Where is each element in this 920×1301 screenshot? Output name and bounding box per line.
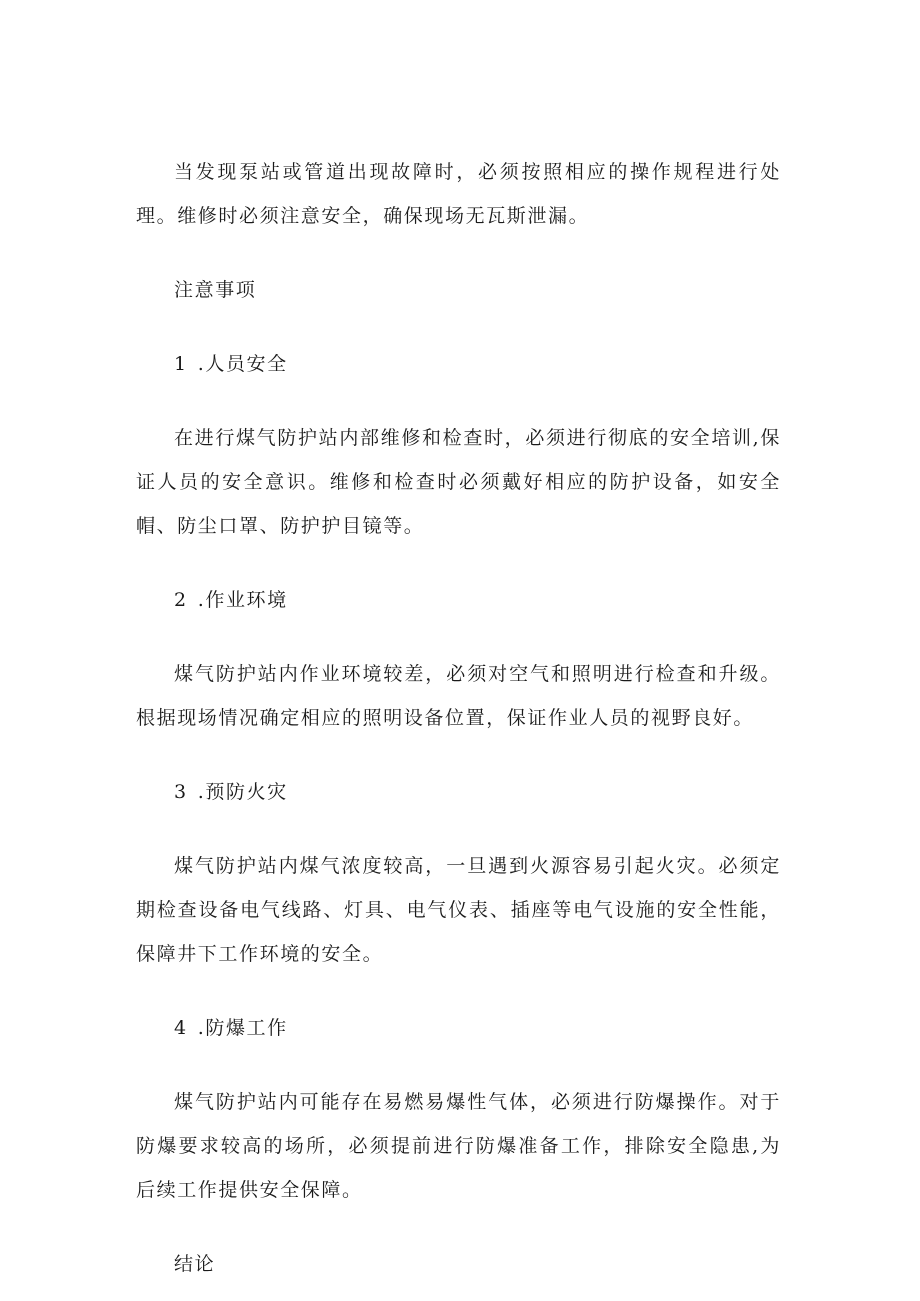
section-title: .人员安全: [197, 353, 288, 375]
section-number: 4: [174, 1017, 188, 1039]
section-number: 3: [174, 781, 188, 803]
section-number: 2: [174, 589, 188, 611]
section-1-body: 在进行煤气防护站内部维修和检查时，必须进行彻底的安全培训,保证人员的安全意识。维修和检查时必须戴好相应的防护设备，如安全帽、防尘口罩、防护护目镜等。: [136, 427, 781, 537]
section-number: 1: [174, 353, 188, 375]
section-3-heading: [136, 770, 781, 814]
section-title: .预防火灾: [197, 781, 288, 803]
intro-paragraph: 当发现泵站或管道出现故障时，必须按照相应的操作规程进行处理。维修时必须注意安全，确保现场无瓦斯泄漏。: [136, 161, 781, 227]
section-4-heading: [136, 1006, 781, 1050]
document-page: [136, 150, 781, 1286]
section-1-heading: [136, 342, 781, 386]
notes-heading: 注意事项: [174, 279, 257, 301]
section-2-body: 煤气防护站内作业环境较差，必须对空气和照明进行检查和升级。根据现场情况确定相应的照明设备位置，保证作业人员的视野良好。: [136, 663, 781, 729]
section-4-body: 煤气防护站内可能存在易燃易爆性气体，必须进行防爆操作。对于防爆要求较高的场所，必须提前进行防爆准备工作，排除安全隐患,为后续工作提供安全保障。: [136, 1091, 781, 1201]
section-3-body: 煤气防护站内煤气浓度较高，一旦遇到火源容易引起火灾。必须定期检查设备电气线路、灯具、电气仪表、插座等电气设施的安全性能，保障井下工作环境的安全。: [136, 855, 781, 965]
section-title: .作业环境: [197, 589, 288, 611]
section-2-heading: [136, 578, 781, 622]
conclusion-heading: 结论: [174, 1253, 216, 1275]
section-title: .防爆工作: [197, 1017, 288, 1039]
